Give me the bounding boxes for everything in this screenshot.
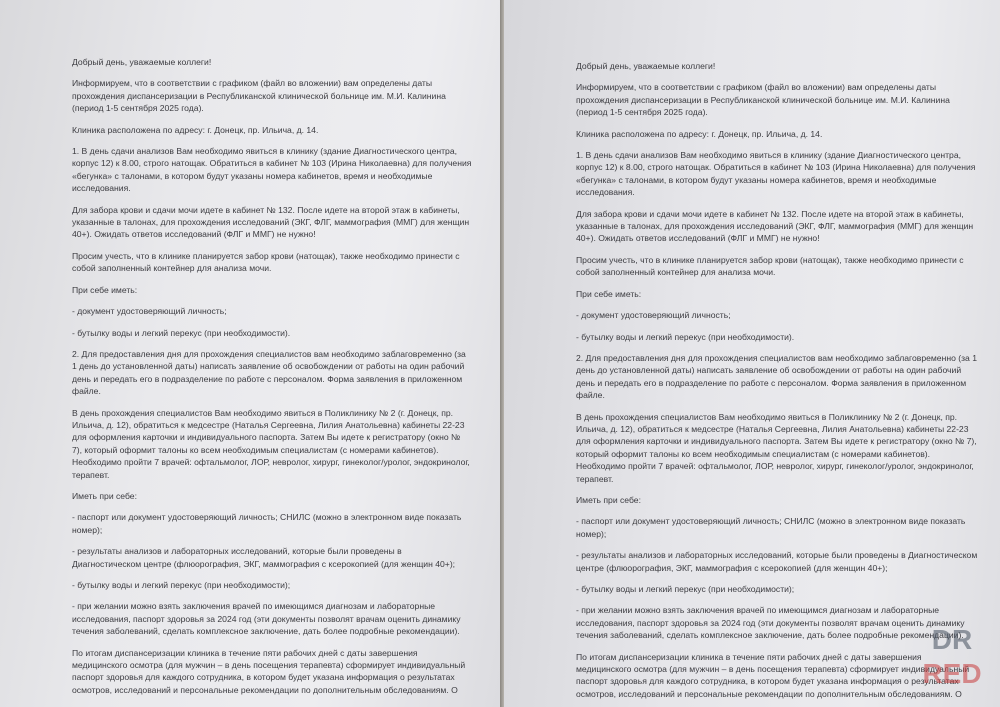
list-item: - бутылку воды и легкий перекус (при необходимости). <box>72 327 291 338</box>
paragraph-address: Клиника расположена по адресу: г. Донецк, пр. Ильича, д. 14. <box>576 128 823 139</box>
list-item: - паспорт или документ удостоверяющий личность; СНИЛС (можно в электронном виде показать номер); <box>576 516 966 539</box>
paragraph-address: Клиника расположена по адресу: г. Донецк, пр. Ильича, д. 14. <box>72 124 319 135</box>
paragraph-note: Просим учесть, что в клинике планируется забор крови (натощак), также необходимо принести с собой заполненный контейнер для анализа мочи. <box>72 250 460 274</box>
paragraph-bring-heading: При себе иметь: <box>72 284 138 295</box>
paragraph-blood: Для забора крови и сдачи мочи идете в кабинет № 132. После идете на второй этаж в кабинеты, указанные в талонах, для прохождения исследований (ЭКГ, ФЛГ, маммография (ММГ) для женщин 40+). Ожидать ответов исследований (ФЛГ и ММГ) не нужно! <box>72 204 470 240</box>
paragraph-step-1: 1. В день сдачи анализов Вам необходимо явиться в клинику (здание Диагностического центра, корпус 12) к 8.00, строго натощак. Обратиться в кабинет № 103 (Ирина Николаевна) для получения «бегунка» с талонами, в котором будут указаны номера кабинетов, время и необходимые исследования. <box>576 150 976 198</box>
document-page-right <box>504 0 1000 707</box>
list-item: - при желании можно взять заключения врачей по имеющимся диагнозам и лабораторные исследования, паспорт здоровья за 2024 год (эти документы позволят врачам оценить динамику течения заболеваний, сделать комплексное заключение, дать более подробные рекомендации). <box>72 601 461 637</box>
paragraph-bring-heading-2: Иметь при себе: <box>576 494 641 505</box>
list-item: - документ удостоверяющий личность; <box>72 306 227 317</box>
list-item: - бутылку воды и легкий перекус (при необходимости); <box>72 580 291 590</box>
paragraph-step-2: 2. Для предоставления дня для прохождения специалистов вам необходимо заблаговременно (за 1 день до установленной даты) написать заявление об освобождении от работы на один рабочий день и передать его в подразделение по работе с персоналом. Форма заявления в приложенном файле. <box>576 352 977 401</box>
greeting: Добрый день, уважаемые коллеги! <box>576 61 716 71</box>
paragraph-results: По итогам диспансеризации клиника в течение пяти рабочих дней с даты завершения медицинского осмотра (для мужчин – в день посещения терапевта) сформирует индивидуальный паспорт здоровья для каждого сотрудника, в котором будет указана информация о результатах осмотров, исследований и персональные рекомендации по дополнительным обследованиям. О <box>576 651 970 699</box>
watermark-line-2: RED <box>922 658 982 689</box>
list-item: - результаты анализов и лабораторных исследований, которые были проведены в Диагностическом центре (флюорография, ЭКГ, маммография с ксерокопией (для женщин 40+); <box>72 546 456 569</box>
paragraph-intro: Информируем, что в соответствии с графиком (файл во вложении) вам определены даты прохождения диспансеризации в Республиканской клинической больнице им. М.И. Калинина (период 1-5 сентября 2025 года). <box>576 82 950 118</box>
list-item: - результаты анализов и лабораторных исследований, которые были проведены в Диагностическом центре (флюорография, ЭКГ, маммография с ксерокопией (для женщин 40+); <box>576 550 978 573</box>
paragraph-intro: Информируем, что в соответствии с графиком (файл во вложении) вам определены даты прохождения диспансеризации в Республиканской клинической больнице им. М.И. Калинина (период 1-5 сентября 2025 года). <box>72 78 446 114</box>
paragraph-specialists: В день прохождения специалистов Вам необходимо явиться в Поликлинику № 2 (г. Донецк, пр. Ильича, д. 12), обратиться к медсестре (Наталья Сергеевна, Лилия Анатольевна) кабинеты 22-23 для оформления карточки и индивидуального паспорта. Затем Вы идете к регистратору (окно № 7), который оформит талоны ко всем необходимым специалистам (с номерами кабинетов). Необходимо пройти 7 врачей: офтальмолог, ЛОР, невролог, хирург, гинеколог/уролог, эндокринолог, терапевт. <box>576 411 977 484</box>
paragraph-results: По итогам диспансеризации клиника в течение пяти рабочих дней с даты завершения медицинского осмотра (для мужчин – в день посещения терапевта) сформирует индивидуальный паспорт здоровья для каждого сотрудника, в котором будет указана информация о результатах осмотров, исследований и персональные рекомендации по дополнительным обследованиям. О <box>72 647 466 695</box>
list-item: - бутылку воды и легкий перекус (при необходимости). <box>576 331 795 342</box>
list-item: - при желании можно взять заключения врачей по имеющимся диагнозам и лабораторные исследования, паспорт здоровья за 2024 год (эти документы позволят врачам оценить динамику течения заболеваний, сделать комплексное заключение, дать более подробные рекомендации). <box>576 605 965 641</box>
paragraph-note: Просим учесть, что в клинике планируется забор крови (натощак), также необходимо принести с собой заполненный контейнер для анализа мочи. <box>576 254 964 278</box>
paragraph-blood: Для забора крови и сдачи мочи идете в кабинет № 132. После идете на второй этаж в кабинеты, указанные в талонах, для прохождения исследований (ЭКГ, ФЛГ, маммография (ММГ) для женщин 40+). Ожидать ответов исследований (ФЛГ и ММГ) не нужно! <box>576 208 974 244</box>
greeting: Добрый день, уважаемые коллеги! <box>72 57 212 67</box>
list-item: - документ удостоверяющий личность; <box>576 310 731 321</box>
list-item: - паспорт или документ удостоверяющий личность; СНИЛС (можно в электронном виде показать номер); <box>72 512 462 535</box>
paragraph-step-2: 2. Для предоставления дня для прохождения специалистов вам необходимо заблаговременно (за 1 день до установленной даты) написать заявление об освобождении от работы на один рабочий день и передать его в подразделение по работе с персоналом. Форма заявления в приложенном файле. <box>72 348 466 397</box>
paragraph-bring-heading-2: Иметь при себе: <box>72 490 137 501</box>
paragraph-specialists: В день прохождения специалистов Вам необходимо явиться в Поликлинику № 2 (г. Донецк, пр. Ильича, д. 12), обратиться к медсестре (Наталья Сергеевна, Лилия Анатольевна) кабинеты 22-23 для оформления карточки и индивидуального паспорта. Затем Вы идете к регистратору (окно № 7), который оформит талоны ко всем необходимым специалистам (с номерами кабинетов). Необходимо пройти 7 врачей: офтальмолог, ЛОР, невролог, хирург, гинеколог/уролог, эндокринолог, терапевт. <box>72 407 470 480</box>
paragraph-step-1: 1. В день сдачи анализов Вам необходимо явиться в клинику (здание Диагностического центра, корпус 12) к 8.00, строго натощак. Обратиться в кабинет № 103 (Ирина Николаевна) для получения «бегунка» с талонами, в котором будут указаны номера кабинетов, время и необходимые исследования. <box>72 146 472 194</box>
paragraph-bring-heading: При себе иметь: <box>576 288 642 299</box>
watermark-logo <box>912 623 992 695</box>
list-item: - бутылку воды и легкий перекус (при необходимости); <box>576 584 795 594</box>
watermark-line-1: DR <box>931 624 973 655</box>
